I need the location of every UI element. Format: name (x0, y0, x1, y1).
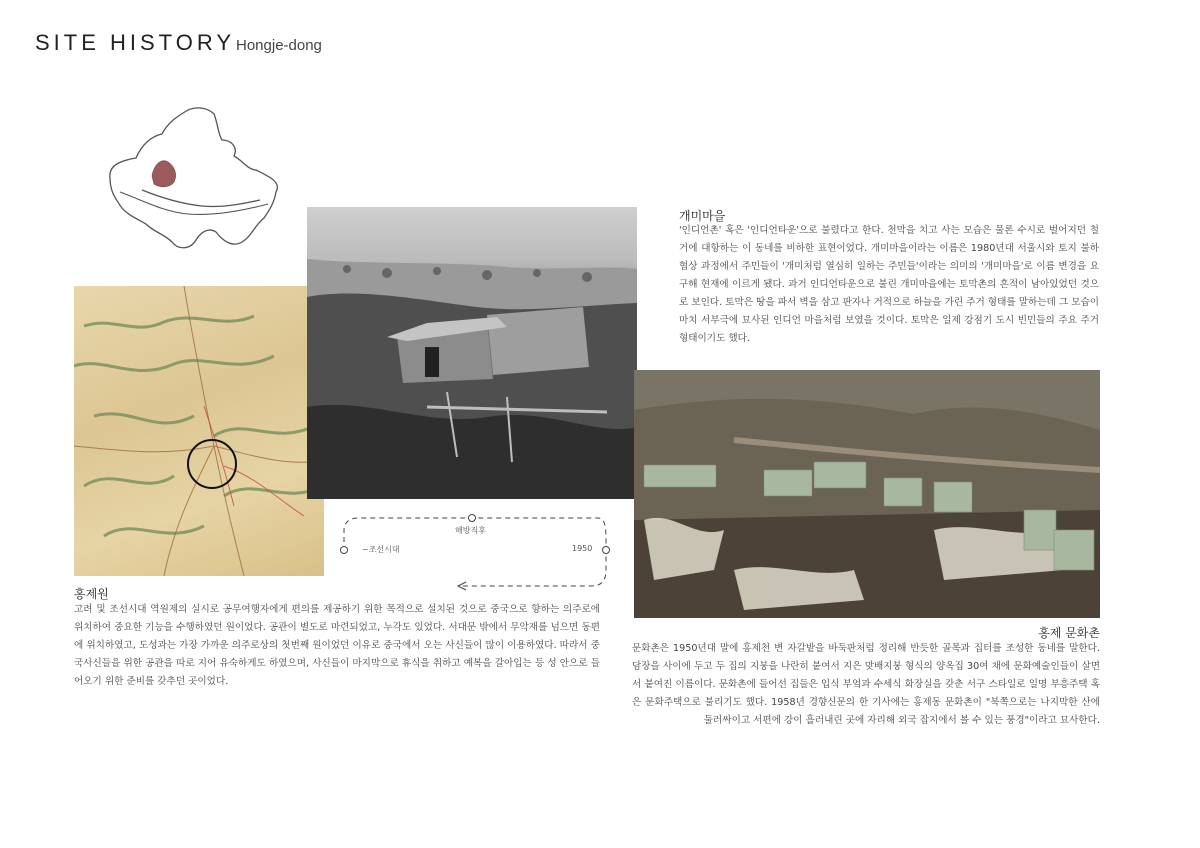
seoul-outline-map (92, 100, 292, 260)
seoul-boundary (110, 108, 278, 248)
page-subtitle: Hongje-dong (236, 37, 322, 54)
timeline-start-label: ~조선시대 (362, 545, 400, 554)
gaemi-village-photo (307, 207, 637, 499)
timeline-end-label: 1950 (572, 544, 593, 553)
hongjewon-heading: 홍제원 (74, 587, 109, 601)
hongjewon-description: 고려 및 조선시대 역원제의 실시로 공무여행자에게 편의를 제공하기 위한 목적으로 설치된 것으로 중국으로 향하는 의주로에 위치하여 중요한 기능을 수행하였던 원이었다. 공관이 별도로 마련되었고, 누각도 있었다. 서대문 밖에서 무악재를 넘으면 동편에 위치하였고, 도성과는 가장 가까운 의주로상의 첫번째 원이었던 이유로 중국에서 오는 사신들이 많이 이용하였다. 따라서 중국사신들을 위한 공관을 따로 지어 유숙하게도 하였으며, 사신들이 마지막으로 휴식을 취하고 예복을 갈아입는 등 성 안으로 들어오기 위한 준비를 갖추던 곳이었다. (74, 604, 600, 687)
munhwachon-description: 문화촌은 1950년대 말에 홍제천 변 자갈밭을 바둑판처럼 정리해 반듯한 골목과 집터를 조성한 동네를 말한다. 담장을 사이에 두고 두 집의 지붕을 나란히 붙여서 지은 맞배지붕 형식의 양옥집 30여 채에 문화예술인들이 살면서 붙여진 이름이다. 문화촌에 들어선 집들은 입식 부엌과 수세식 화장실을 갖춘 서구 스타일로 일명 부흥주택 혹은 문화주택으로 불리기도 했다. 1958년 경향신문의 한 기사에는 홍제동 문화촌이 "북쪽으로는 나지막한 산에 둘러싸이고 서편에 강이 흘러내린 곳에 자리해 외국 잡지에서 볼 수 있는 풍경"이라고 묘사한다. (632, 643, 1100, 726)
old-map-image (74, 286, 324, 576)
munhwachon-aerial-photo (634, 370, 1100, 618)
gaemi-village-description: '인디언촌' 혹은 '인디언타운'으로 불렸다고 한다. 천막을 치고 사는 모습은 물론 수시로 벌어지던 철거에 대항하는 이 동네를 비하한 표현이었다. 개미마을이라는 이름은 1980년대 서울시와 토지 불하 협상 과정에서 주민들이 '개미처럼 열심히 일하는 주민들'이라는 의미의 '개미마을'로 이름 변경을 요구해 현재에 이르게 됐다. 과거 인디언타운으로 불린 개미마을에는 토막촌의 흔적이 남아있었던 것으로 보인다. 토막은 땅을 파서 벽을 삼고 판자나 거적으로 하늘을 가린 주거 형태를 말하는데 그 모습이 마치 서부극에 묘사된 인디언 마을처럼 보였을 것이다. 토막은 일제 강점기 도시 빈민들의 주요 주거 형태이기도 했다. (679, 225, 1099, 344)
timeline-start-node (341, 547, 348, 554)
page-title: SITE HISTORY (35, 30, 236, 55)
hongje-district (152, 161, 176, 187)
hongjewon-location-circle (188, 440, 236, 488)
timeline-mid-label: 해방직후 (455, 526, 486, 535)
timeline-mid-node (469, 515, 476, 522)
gaemi-village-heading: 개미마을 (679, 209, 726, 223)
timeline-end-node (603, 547, 610, 554)
munhwachon-heading: 홍제 문화촌 (1038, 626, 1100, 640)
